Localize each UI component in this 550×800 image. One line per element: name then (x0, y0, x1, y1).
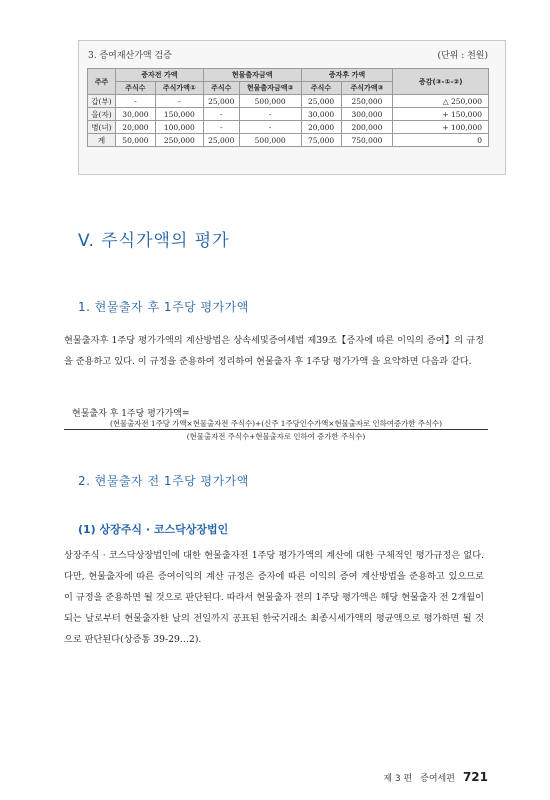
section-2-paragraph: 상장주식 · 코스닥상장법인에 대한 현물출자전 1주당 평가가액의 계산에 대한 구체적인 평가규정은 없다. 다만, 현물출자에 따른 증여이익의 계산 규정은 증자에 따른 이익의 증여 계산방법을 준용하고 있으므로 이 규정을 준용하면 될 것으로 판단된다. 따라서 현물출자 전의 1주당 평가액은 해당 현물출자 전 2개월이 되는 날로부터 현물출자한 날의 전일까지 공표된 한국거래소 최종시세가액의 평균액으로 평가하면 될 것으로 판단된다(상증통 39-29…2). (64, 550, 484, 645)
table-cell: 25,000 (301, 95, 341, 108)
table-cell: 25,000 (203, 134, 239, 147)
table-cell: - (115, 95, 155, 108)
table-cell: 30,000 (115, 108, 155, 121)
table-cell: + 150,000 (393, 108, 489, 121)
table-cell: 을(자) (88, 108, 116, 121)
formula-numerator: (현물출자전 1주당 가액×현물출자전 주식수)+(신주 1주당인수가액×현물출자로 인하여증가한 주식수) (109, 419, 443, 428)
table-cell: - (239, 121, 301, 134)
formula-label: 현물출자 후 1주당 평가가액= (72, 409, 190, 419)
table-cell: 0 (393, 134, 489, 147)
table-cell: 100,000 (155, 121, 203, 134)
table-cell: 갑(부) (88, 95, 116, 108)
section-2-subtitle: (1) 상장주식 · 코스닥상장법인 (78, 523, 229, 536)
formula-denominator: (현물출자전 주식수+현물출자로 인하여 증가한 주식수) (186, 432, 366, 441)
table-row (88, 108, 489, 121)
th-inkind: 현물출자금액 (203, 69, 301, 82)
section-1-title: 1. 현물출자 후 1주당 평가가액 (78, 300, 249, 314)
table-cell: 200,000 (341, 121, 393, 134)
table-header-row (88, 69, 489, 82)
th-shares-2: 주식수 (203, 82, 239, 95)
page-number: 721 (462, 770, 488, 784)
table-cell: △ 250,000 (393, 95, 489, 108)
page-footer (383, 770, 488, 784)
th-shares-3: 주식수 (301, 82, 341, 95)
footer-title: 증여세편 (420, 774, 455, 784)
footer-part: 제 3 편 (383, 774, 413, 784)
table-cell: 30,000 (301, 108, 341, 121)
table-caption: 3. 증여재산가액 검증 (88, 51, 172, 61)
table-row (88, 121, 489, 134)
table-cell: 250,000 (155, 134, 203, 147)
table-caption-row (88, 48, 488, 64)
table-cell: 20,000 (115, 121, 155, 134)
table-cell: 75,000 (301, 134, 341, 147)
th-change: 증감(③-①-②) (393, 69, 489, 95)
table-cell: 계 (88, 134, 116, 147)
table-unit: (단위 : 천원) (437, 51, 488, 61)
table-cell: - (155, 95, 203, 108)
th-value-1: 주식가액① (155, 82, 203, 95)
th-before: 증자전 가액 (115, 69, 203, 82)
table-cell: - (203, 121, 239, 134)
table-cell: 300,000 (341, 108, 393, 121)
th-shareholder: 주주 (88, 69, 116, 95)
th-after: 증자후 가액 (301, 69, 393, 82)
table-cell: + 100,000 (393, 121, 489, 134)
table-cell: 병(녀) (88, 121, 116, 134)
th-shares-1: 주식수 (115, 82, 155, 95)
table-cell: 25,000 (203, 95, 239, 108)
table-cell: - (239, 108, 301, 121)
table-cell: - (203, 108, 239, 121)
chapter-title: V. 주식가액의 평가 (78, 231, 230, 251)
gift-value-table (87, 68, 489, 147)
fraction-line (64, 429, 488, 430)
table-row-total (88, 134, 489, 147)
table-cell: 750,000 (341, 134, 393, 147)
table-cell: 20,000 (301, 121, 341, 134)
table-cell: 250,000 (341, 95, 393, 108)
section-2-title: 2. 현물출자 전 1주당 평가가액 (78, 474, 249, 488)
table-cell: 150,000 (155, 108, 203, 121)
th-value-2: 현물출자금액② (239, 82, 301, 95)
table-cell: 500,000 (239, 134, 301, 147)
table-cell: 500,000 (239, 95, 301, 108)
th-value-3: 주식가액③ (341, 82, 393, 95)
section-1-paragraph: 현물출자후 1주당 평가가액의 계산방법은 상속세및증여세법 제39조【증자에 따른 이익의 증여】의 규정을 준용하고 있다. 이 규정을 준용하여 정리하여 현물출자 후 1주당 평가가액 을 요약하면 다음과 같다. (64, 335, 484, 367)
table-cell: 50,000 (115, 134, 155, 147)
table-row (88, 95, 489, 108)
